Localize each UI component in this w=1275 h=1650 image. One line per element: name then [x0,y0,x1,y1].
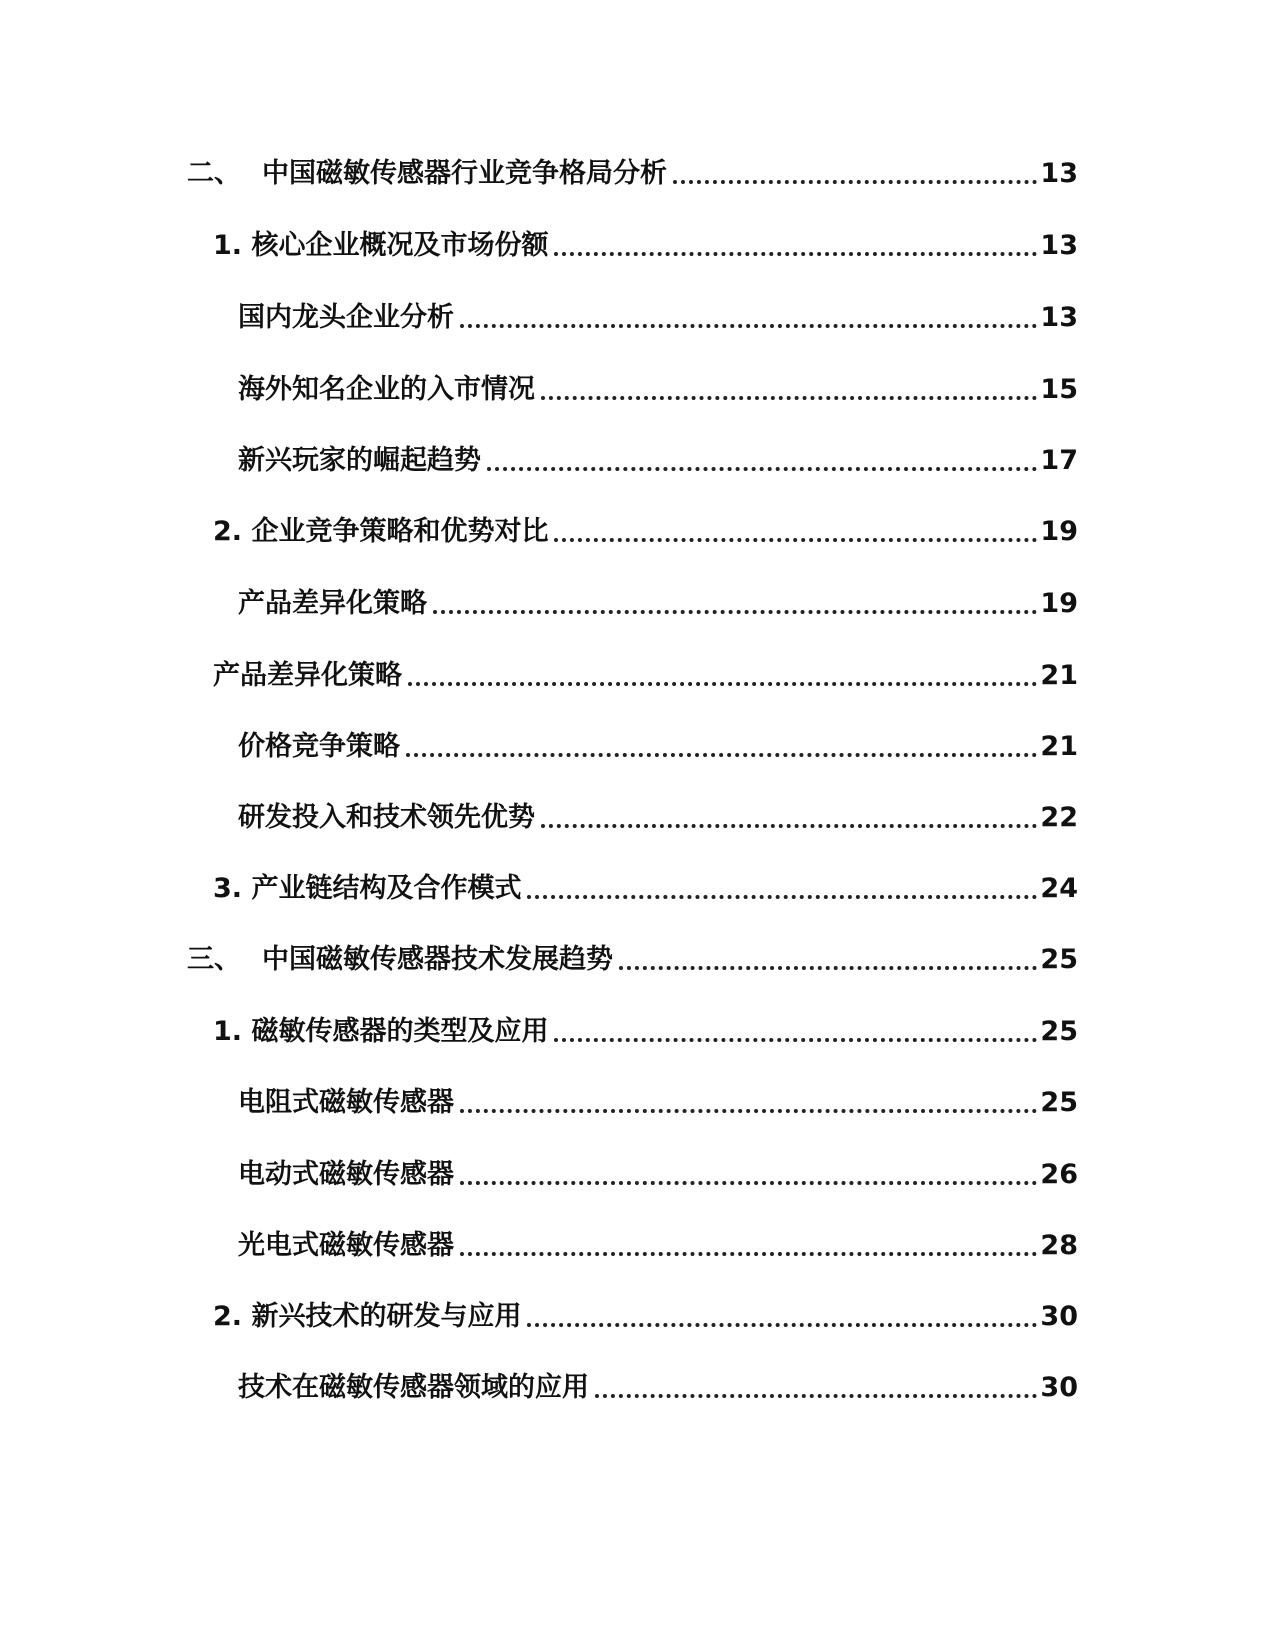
toc-entry-page: 24 [1040,873,1078,904]
toc-entry-number: 三、 [187,944,241,975]
toc-entry-title: 1. 磁敏传感器的类型及应用 [213,1016,549,1047]
toc-entry-title: 3. 产业链结构及合作模式 [213,873,522,904]
dot-leader [541,824,1037,828]
toc-entry[interactable] [213,869,1078,909]
toc-entry[interactable] [213,656,1078,696]
toc-entry[interactable] [238,1226,1078,1266]
toc-entry-title [187,154,667,194]
dot-leader [460,324,1037,328]
toc-entry[interactable] [238,1155,1078,1195]
toc-entry-title: 1. 核心企业概况及市场份额 [213,230,549,261]
toc-entry[interactable] [187,154,1078,194]
toc-entry-page: 28 [1040,1230,1078,1261]
toc-entry[interactable] [187,940,1078,980]
dot-leader [527,1323,1037,1327]
toc-entry-title: 新兴玩家的崛起趋势 [238,445,481,476]
dot-leader [487,467,1037,471]
dot-leader [619,966,1037,970]
toc-entry[interactable] [238,1083,1078,1123]
toc-entry-title: 研发投入和技术领先优势 [238,802,535,833]
toc-entry[interactable] [238,727,1078,767]
dot-leader [406,753,1037,757]
toc-entry-page: 25 [1040,1087,1078,1118]
toc-entry-page: 13 [1040,158,1078,189]
toc-entry-page: 21 [1040,731,1078,762]
toc-entry[interactable] [213,1012,1078,1052]
toc-entry-title: 国内龙头企业分析 [238,302,454,333]
toc-entry[interactable] [238,370,1078,410]
toc-entry[interactable] [238,1368,1078,1408]
dot-leader [527,895,1037,899]
toc-entry-text: 中国磁敏传感器行业竞争格局分析 [262,158,667,189]
toc-entry[interactable] [213,512,1078,552]
toc-entry[interactable] [238,441,1078,481]
toc-entry-title: 2. 企业竞争策略和优势对比 [213,516,549,547]
toc-entry-title: 技术在磁敏传感器领域的应用 [238,1372,589,1403]
toc-entry-title: 电动式磁敏传感器 [238,1159,454,1190]
toc-entry-page: 30 [1040,1301,1078,1332]
toc-entry[interactable] [213,1297,1078,1337]
toc-entry-title: 价格竞争策略 [238,731,400,762]
dot-leader [460,1181,1037,1185]
dot-leader [541,396,1037,400]
toc-entry-page: 30 [1040,1372,1078,1403]
toc-entry[interactable] [238,798,1078,838]
toc-entry-page: 19 [1040,588,1078,619]
dot-leader [460,1252,1037,1256]
toc-entry-title: 产品差异化策略 [213,660,402,691]
toc-entry-page: 22 [1040,802,1078,833]
toc-entry-page: 26 [1040,1159,1078,1190]
dot-leader [673,180,1037,184]
toc-entry-title: 电阻式磁敏传感器 [238,1087,454,1118]
dot-leader [460,1109,1037,1113]
toc-entry-page: 15 [1040,374,1078,405]
dot-leader [595,1394,1037,1398]
toc-entry-number: 二、 [187,158,241,189]
dot-leader [554,538,1037,542]
toc-entry-page: 21 [1040,660,1078,691]
toc-entry-page: 13 [1040,230,1078,261]
toc-entry-page: 19 [1040,516,1078,547]
toc-entry-title: 产品差异化策略 [238,588,427,619]
toc-entry-page: 13 [1040,302,1078,333]
toc-entry-title: 2. 新兴技术的研发与应用 [213,1301,522,1332]
dot-leader [433,610,1037,614]
toc-entry-page: 25 [1040,1016,1078,1047]
toc-entry-title [187,940,613,980]
toc-entry[interactable] [238,298,1078,338]
toc-entry-text: 中国磁敏传感器技术发展趋势 [262,944,613,975]
toc-entry-page: 17 [1040,445,1078,476]
toc-entry[interactable] [238,584,1078,624]
toc-entry[interactable] [213,226,1078,266]
dot-leader [554,1038,1037,1042]
toc-entry-title: 光电式磁敏传感器 [238,1230,454,1261]
dot-leader [554,252,1037,256]
dot-leader [408,682,1037,686]
toc-entry-title: 海外知名企业的入市情况 [238,374,535,405]
toc-entry-page: 25 [1040,944,1078,975]
